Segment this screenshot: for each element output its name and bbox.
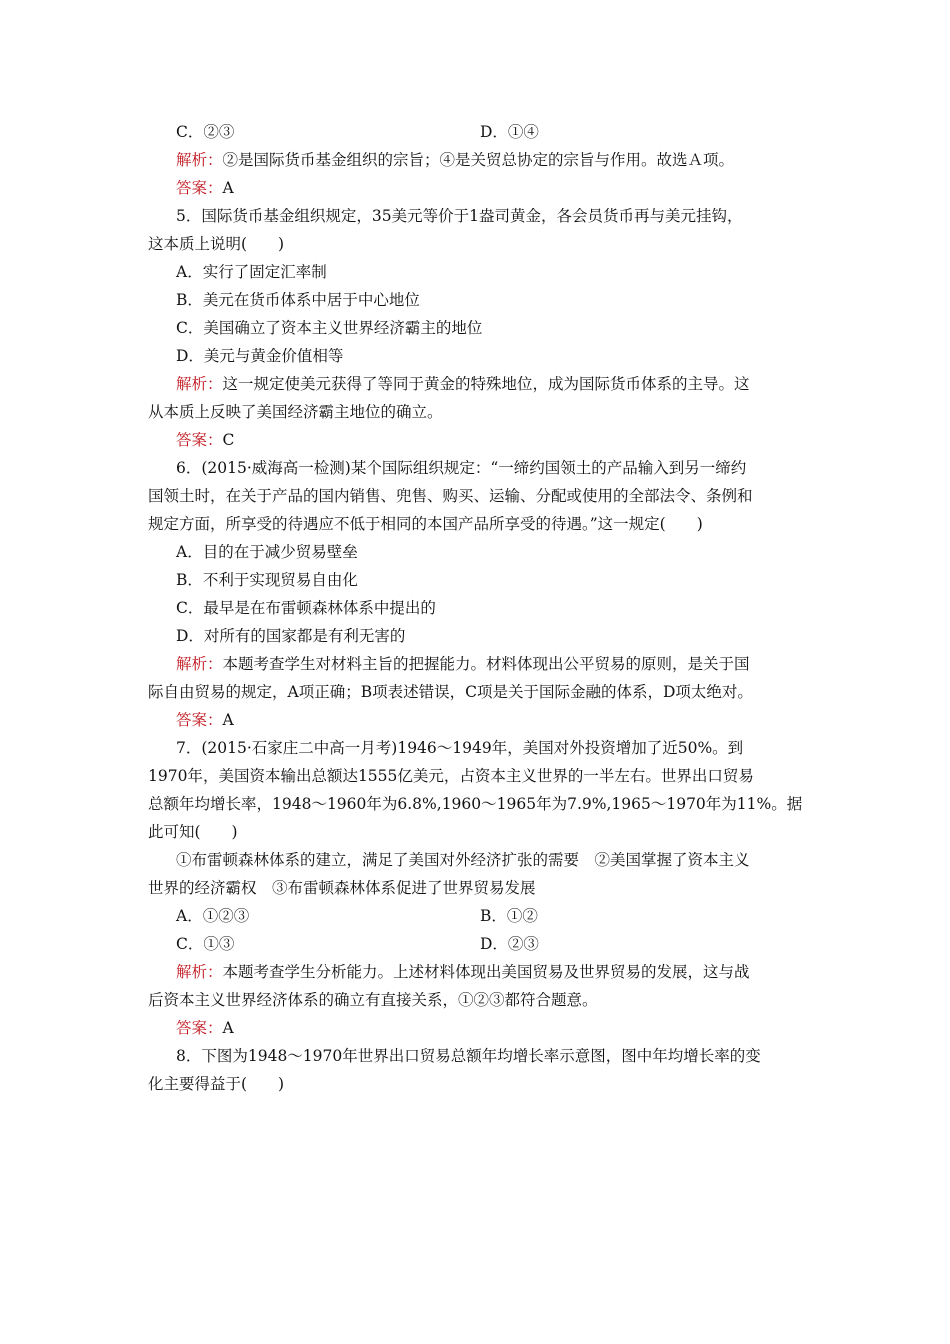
q5-analysis-line2: 从本质上反映了美国经济霸主地位的确立。 — [148, 403, 443, 421]
q7-options-row1 — [176, 902, 846, 930]
q5-option-a: A．实行了固定汇率制 — [176, 263, 327, 281]
q6-stem-line2: 国领土时，在关于产品的国内销售、兜售、购买、运输、分配或使用的全部法令、条例和 — [148, 487, 753, 505]
analysis-label: 解析： — [176, 151, 223, 169]
q6-option-d: D．对所有的国家都是有利无害的 — [176, 627, 406, 645]
analysis-label: 解析： — [176, 655, 223, 673]
q6-stem-line1: 6．(2015·威海高一检测)某个国际组织规定：“一缔约国领土的产品输入到另一缔约 — [176, 459, 747, 477]
q4-options-row — [176, 118, 846, 146]
q6-stem-line3: 规定方面，所享受的待遇应不低于相同的本国产品所享受的待遇。”这一规定( ) — [148, 515, 703, 533]
q7-items-line2: 世界的经济霸权 ③布雷顿森林体系促进了世界贸易发展 — [148, 879, 536, 897]
analysis-label: 解析： — [176, 375, 223, 393]
q6-analysis-line1 — [176, 650, 846, 678]
q7-stem-line4: 此可知( ) — [148, 823, 238, 841]
q6-answer — [176, 706, 846, 734]
q6-option-b: B．不利于实现贸易自由化 — [176, 571, 358, 589]
q7-stem-line2: 1970年，美国资本输出总额达1555亿美元，占资本主义世界的一半左右。世界出口贸易 — [148, 767, 754, 785]
q6-analysis-line2: 际自由贸易的规定，A项正确；B项表述错误，C项是关于国际金融的体系，D项太绝对。 — [148, 683, 753, 701]
q7-stem-line3: 总额年均增长率，1948～1960年为6.8%,1960～1965年为7.9%,1965～1970年为11%。据 — [148, 795, 803, 813]
q6-option-c: C．最早是在布雷顿森林体系中提出的 — [176, 599, 436, 617]
q7-option-a: A．①②③ — [176, 907, 250, 925]
q7-options-row2 — [176, 930, 846, 958]
q4-option-d: D．①④ — [480, 123, 539, 141]
q7-answer — [176, 1014, 846, 1042]
q5-option-b: B．美元在货币体系中居于中心地位 — [176, 291, 420, 309]
q5-option-d: D．美元与黄金价值相等 — [176, 347, 344, 365]
q8-stem-line2: 化主要得益于( ) — [148, 1075, 285, 1093]
answer-value: A — [222, 711, 234, 729]
answer-value: A — [222, 1019, 234, 1037]
analysis-text: 本题考查学生对材料主旨的把握能力。材料体现出公平贸易的原则，是关于国 — [222, 655, 750, 673]
answer-value: C — [222, 431, 235, 449]
q5-stem-line1: 5．国际货币基金组织规定，35美元等价于1盎司黄金，各会员货币再与美元挂钩， — [176, 207, 743, 225]
q7-items-line1: ①布雷顿森林体系的建立，满足了美国对外经济扩张的需要 ②美国掌握了资本主义 — [176, 851, 750, 869]
q7-option-d: D．②③ — [480, 935, 539, 953]
q8-stem-line1: 8．下图为1948～1970年世界出口贸易总额年均增长率示意图，图中年均增长率的变 — [176, 1047, 761, 1065]
q7-option-b: B．①② — [480, 907, 538, 925]
q4-option-c: C．②③ — [176, 123, 235, 141]
q5-stem-line2: 这本质上说明( ) — [148, 235, 285, 253]
q7-analysis-line1 — [176, 958, 846, 986]
analysis-text: ②是国际货币基金组织的宗旨；④是关贸总协定的宗旨与作用。故选Ａ项。 — [222, 151, 735, 169]
q5-analysis-line1 — [176, 370, 846, 398]
q5-option-c: C．美国确立了资本主义世界经济霸主的地位 — [176, 319, 483, 337]
answer-label: 答案： — [176, 431, 223, 449]
q4-answer — [176, 174, 846, 202]
q7-stem-line1: 7．(2015·石家庄二中高一月考)1946～1949年，美国对外投资增加了近50%。到 — [176, 739, 744, 757]
q4-analysis — [176, 146, 846, 174]
analysis-text: 这一规定使美元获得了等同于黄金的特殊地位，成为国际货币体系的主导。这 — [222, 375, 750, 393]
answer-value: A — [222, 179, 234, 197]
q6-option-a: A．目的在于减少贸易壁垒 — [176, 543, 358, 561]
q5-answer — [176, 426, 846, 454]
answer-label: 答案： — [176, 711, 223, 729]
analysis-label: 解析： — [176, 963, 223, 981]
answer-label: 答案： — [176, 179, 223, 197]
q7-analysis-line2: 后资本主义世界经济体系的确立有直接关系，①②③都符合题意。 — [148, 991, 598, 1009]
q7-option-c: C．①③ — [176, 935, 235, 953]
analysis-text: 本题考查学生分析能力。上述材料体现出美国贸易及世界贸易的发展，这与战 — [222, 963, 750, 981]
answer-label: 答案： — [176, 1019, 223, 1037]
